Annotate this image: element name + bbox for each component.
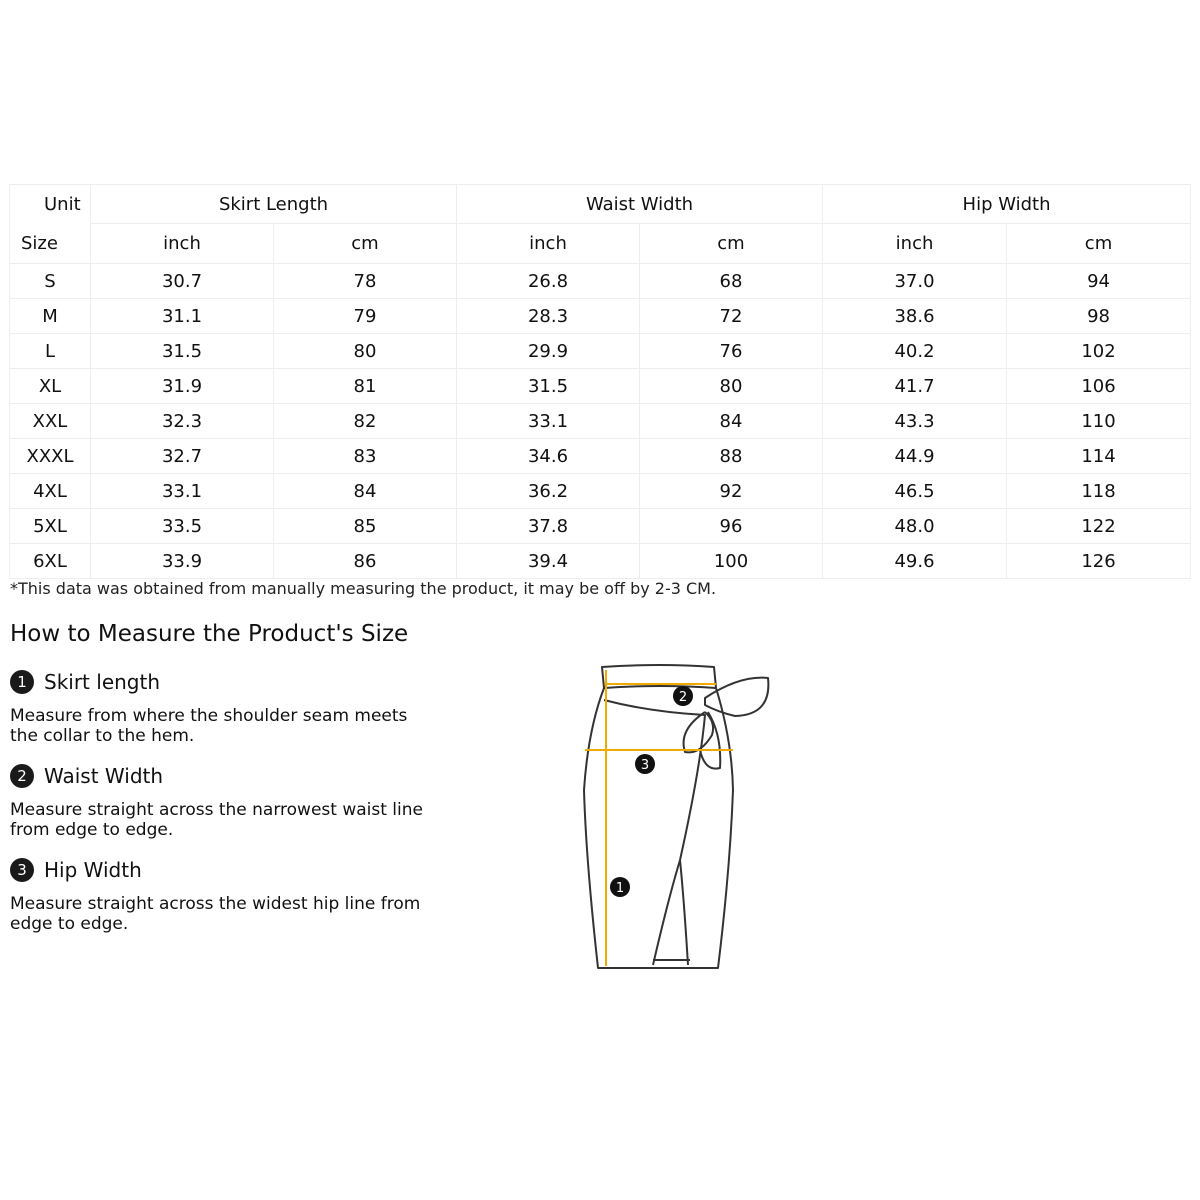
measurement-cell: 68: [640, 264, 823, 299]
table-header-groups: [10, 185, 1191, 224]
measurement-cell: 31.1: [91, 299, 274, 334]
table-row: [10, 369, 1191, 404]
measurement-cell: 114: [1007, 439, 1191, 474]
marker-label: 3: [640, 758, 650, 773]
group-skirt-length: Skirt Length: [91, 185, 457, 224]
marker-3: [635, 754, 655, 774]
size-chart-table: [9, 184, 1191, 579]
measurement-cell: 78: [274, 264, 457, 299]
measurement-cell: 33.9: [91, 544, 274, 579]
size-cell: XL: [10, 369, 91, 404]
measurement-cell: 79: [274, 299, 457, 334]
unit-header: inch: [457, 224, 640, 264]
measurement-cell: 85: [274, 509, 457, 544]
measurement-cell: 46.5: [823, 474, 1007, 509]
marker-label: 2: [678, 690, 688, 705]
step-waist-width: [10, 764, 163, 788]
group-hip-width: Hip Width: [823, 185, 1191, 224]
measurement-cell: 122: [1007, 509, 1191, 544]
size-cell: XXXL: [10, 439, 91, 474]
skirt-measurement-diagram: [485, 640, 865, 1010]
measurement-cell: 100: [640, 544, 823, 579]
measurement-cell: 80: [274, 334, 457, 369]
table-row: [10, 439, 1191, 474]
measurement-cell: 83: [274, 439, 457, 474]
measurement-cell: 28.3: [457, 299, 640, 334]
step-description: Measure from where the shoulder seam meets the collar to the hem.: [10, 706, 408, 746]
size-cell: 6XL: [10, 544, 91, 579]
size-label: Size: [10, 224, 91, 264]
measurement-cell: 34.6: [457, 439, 640, 474]
measurement-cell: 33.1: [457, 404, 640, 439]
measurement-cell: 76: [640, 334, 823, 369]
measurement-note: *This data was obtained from manually measuring the product, it may be off by 2-3 CM.: [10, 579, 717, 598]
measurement-cell: 31.5: [91, 334, 274, 369]
measurement-cell: 84: [640, 404, 823, 439]
measurement-cell: 84: [274, 474, 457, 509]
measurement-cell: 37.0: [823, 264, 1007, 299]
step-title: Waist Width: [44, 764, 164, 788]
measurement-cell: 72: [640, 299, 823, 334]
measurement-cell: 81: [274, 369, 457, 404]
measurement-cell: 126: [1007, 544, 1191, 579]
measurement-cell: 44.9: [823, 439, 1007, 474]
measurement-cell: 33.1: [91, 474, 274, 509]
size-cell: 5XL: [10, 509, 91, 544]
step-hip-width: [10, 858, 142, 882]
measurement-cell: 38.6: [823, 299, 1007, 334]
measurement-cell: 110: [1007, 404, 1191, 439]
size-cell: L: [10, 334, 91, 369]
measurement-cell: 32.3: [91, 404, 274, 439]
measurement-cell: 92: [640, 474, 823, 509]
step-number-badge: 2: [10, 764, 34, 788]
size-cell: 4XL: [10, 474, 91, 509]
marker-label: 1: [615, 881, 625, 896]
unit-label: Unit: [10, 185, 91, 224]
measurement-cell: 37.8: [457, 509, 640, 544]
measurement-cell: 49.6: [823, 544, 1007, 579]
marker-2: [673, 686, 693, 706]
size-rows: [10, 264, 1191, 579]
table-row: [10, 474, 1191, 509]
measurement-cell: 40.2: [823, 334, 1007, 369]
unit-header: cm: [274, 224, 457, 264]
marker-1: [610, 877, 630, 897]
group-waist-width: Waist Width: [457, 185, 823, 224]
size-cell: XXL: [10, 404, 91, 439]
measurement-cell: 29.9: [457, 334, 640, 369]
table-row: [10, 509, 1191, 544]
measurement-cell: 48.0: [823, 509, 1007, 544]
step-title: Hip Width: [44, 858, 142, 882]
step-number-badge: 1: [10, 670, 34, 694]
step-title: Skirt length: [44, 670, 161, 694]
skirt-outline: [584, 665, 768, 968]
step-description: Measure straight across the widest hip line from edge to edge.: [10, 894, 421, 934]
measurement-cell: 33.5: [91, 509, 274, 544]
measurement-cell: 102: [1007, 334, 1191, 369]
measurement-cell: 82: [274, 404, 457, 439]
measurement-cell: 41.7: [823, 369, 1007, 404]
howto-title: How to Measure the Product's Size: [10, 621, 409, 647]
measurement-lines: [585, 670, 733, 966]
measurement-cell: 31.5: [457, 369, 640, 404]
unit-header: cm: [1007, 224, 1191, 264]
measurement-cell: 88: [640, 439, 823, 474]
measurement-cell: 26.8: [457, 264, 640, 299]
table-row: [10, 404, 1191, 439]
measurement-cell: 98: [1007, 299, 1191, 334]
measurement-cell: 106: [1007, 369, 1191, 404]
table-row: [10, 264, 1191, 299]
table-row: [10, 299, 1191, 334]
table-row: [10, 334, 1191, 369]
table-header-units: [10, 224, 1191, 264]
measurement-cell: 94: [1007, 264, 1191, 299]
measurement-cell: 118: [1007, 474, 1191, 509]
measurement-cell: 86: [274, 544, 457, 579]
step-number-badge: 3: [10, 858, 34, 882]
step-description: Measure straight across the narrowest waist line from edge to edge.: [10, 800, 423, 840]
measurement-cell: 36.2: [457, 474, 640, 509]
measurement-cell: 31.9: [91, 369, 274, 404]
size-cell: M: [10, 299, 91, 334]
measurement-cell: 30.7: [91, 264, 274, 299]
measurement-cell: 96: [640, 509, 823, 544]
table-row: [10, 544, 1191, 579]
measurement-cell: 80: [640, 369, 823, 404]
unit-header: cm: [640, 224, 823, 264]
measurement-cell: 39.4: [457, 544, 640, 579]
unit-header: inch: [823, 224, 1007, 264]
unit-header: inch: [91, 224, 274, 264]
measurement-cell: 32.7: [91, 439, 274, 474]
size-cell: S: [10, 264, 91, 299]
step-skirt-length: [10, 670, 160, 694]
measurement-cell: 43.3: [823, 404, 1007, 439]
